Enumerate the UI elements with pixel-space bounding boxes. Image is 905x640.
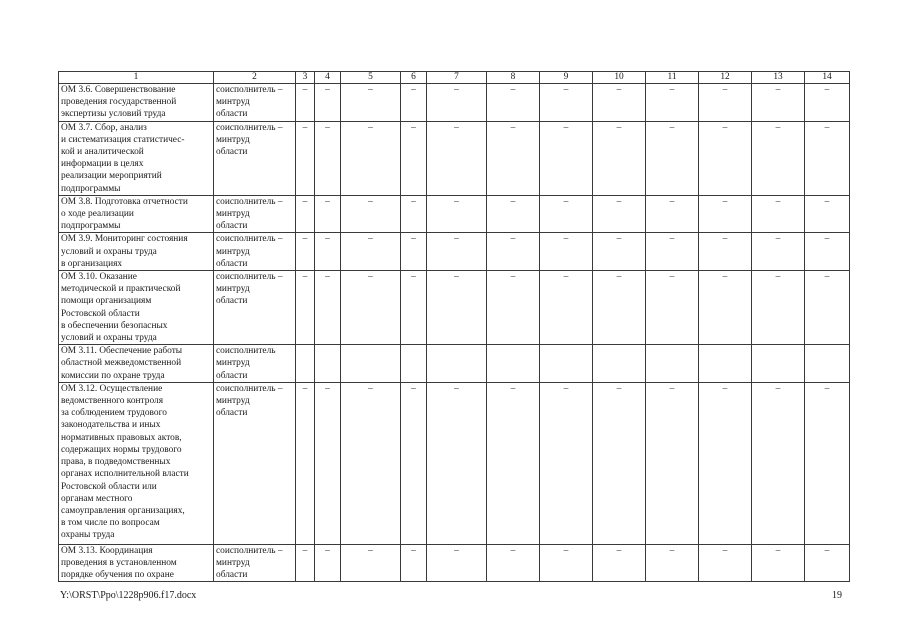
- measure-name-cell: ОМ 3.13. Координация проведения в установленном порядке обучения по охране: [59, 544, 214, 582]
- value-cell: –: [315, 195, 341, 233]
- table-row: [59, 84, 850, 122]
- value-cell: –: [401, 271, 427, 345]
- value-cell: –: [487, 382, 540, 544]
- value-cell: [427, 345, 487, 383]
- value-cell: –: [646, 233, 699, 271]
- value-cell: –: [315, 233, 341, 271]
- value-cell: –: [646, 271, 699, 345]
- measure-name-cell: ОМ 3.8. Подготовка отчетности о ходе реализации подпрограммы: [59, 195, 214, 233]
- measure-name-cell: ОМ 3.7. Сбор, анализ и систематизация статистичес- кой и аналитической информации в целях реализации мероприятий подпрограммы: [59, 121, 214, 195]
- value-cell: –: [699, 84, 752, 122]
- value-cell: –: [296, 233, 315, 271]
- value-cell: –: [296, 271, 315, 345]
- file-path: Y:\ORST\Ppo\1228p906.f17.docx: [60, 590, 197, 601]
- measure-name-cell: ОМ 3.6. Совершенствование проведения государственной экспертизы условий труда: [59, 84, 214, 122]
- value-cell: –: [427, 271, 487, 345]
- value-cell: –: [540, 233, 593, 271]
- table-row: [59, 271, 850, 345]
- executor-cell: соисполнитель минтруд области: [214, 345, 296, 383]
- value-cell: –: [805, 195, 850, 233]
- value-cell: –: [296, 544, 315, 582]
- value-cell: –: [540, 84, 593, 122]
- header-cell: 4: [315, 72, 341, 84]
- value-cell: –: [646, 121, 699, 195]
- value-cell: –: [593, 121, 646, 195]
- value-cell: –: [341, 84, 401, 122]
- value-cell: –: [315, 271, 341, 345]
- value-cell: –: [427, 84, 487, 122]
- header-cell: 2: [214, 72, 296, 84]
- value-cell: –: [296, 195, 315, 233]
- value-cell: –: [315, 544, 341, 582]
- value-cell: –: [341, 382, 401, 544]
- value-cell: [805, 345, 850, 383]
- value-cell: –: [805, 233, 850, 271]
- value-cell: [646, 345, 699, 383]
- executor-cell: соисполнитель – минтруд области: [214, 84, 296, 122]
- value-cell: –: [487, 233, 540, 271]
- value-cell: –: [805, 544, 850, 582]
- value-cell: –: [401, 233, 427, 271]
- value-cell: –: [593, 84, 646, 122]
- header-cell: 3: [296, 72, 315, 84]
- value-cell: –: [593, 544, 646, 582]
- executor-cell: соисполнитель – минтруд области: [214, 195, 296, 233]
- value-cell: –: [401, 382, 427, 544]
- value-cell: –: [487, 84, 540, 122]
- value-cell: [593, 345, 646, 383]
- measure-name-cell: ОМ 3.12. Осуществление ведомственного контроля за соблюдением трудового законодательства и иных нормативных правовых актов, содержащих нормы трудового права, в подведомственных органах исполнительной власти Ростовской области или органам местного самоуправления организациях, в том числе по вопросам охраны труда: [59, 382, 214, 544]
- header-cell: 12: [699, 72, 752, 84]
- value-cell: –: [341, 544, 401, 582]
- executor-cell: соисполнитель – минтруд области: [214, 544, 296, 582]
- value-cell: –: [296, 121, 315, 195]
- value-cell: –: [401, 195, 427, 233]
- measure-name-cell: ОМ 3.11. Обеспечение работы областной межведомственной комиссии по охране труда: [59, 345, 214, 383]
- value-cell: [540, 345, 593, 383]
- value-cell: –: [540, 544, 593, 582]
- value-cell: –: [540, 382, 593, 544]
- value-cell: –: [296, 382, 315, 544]
- value-cell: –: [752, 544, 805, 582]
- value-cell: –: [752, 233, 805, 271]
- value-cell: –: [699, 544, 752, 582]
- value-cell: –: [805, 271, 850, 345]
- header-cell: 8: [487, 72, 540, 84]
- table-row: [59, 233, 850, 271]
- value-cell: [752, 345, 805, 383]
- value-cell: –: [315, 84, 341, 122]
- header-cell: 5: [341, 72, 401, 84]
- measure-name-cell: ОМ 3.9. Мониторинг состояния условий и охраны труда в организациях: [59, 233, 214, 271]
- table-row: [59, 544, 850, 582]
- value-cell: –: [646, 382, 699, 544]
- value-cell: –: [593, 271, 646, 345]
- header-cell: 11: [646, 72, 699, 84]
- value-cell: –: [296, 84, 315, 122]
- header-cell: 1: [59, 72, 214, 84]
- value-cell: [401, 345, 427, 383]
- value-cell: –: [540, 271, 593, 345]
- value-cell: –: [341, 233, 401, 271]
- value-cell: –: [752, 271, 805, 345]
- value-cell: –: [487, 121, 540, 195]
- value-cell: –: [401, 84, 427, 122]
- program-table: [58, 71, 850, 582]
- header-cell: 13: [752, 72, 805, 84]
- value-cell: [296, 345, 315, 383]
- value-cell: –: [487, 271, 540, 345]
- value-cell: –: [593, 195, 646, 233]
- value-cell: –: [341, 271, 401, 345]
- value-cell: –: [341, 195, 401, 233]
- value-cell: –: [646, 84, 699, 122]
- value-cell: –: [805, 121, 850, 195]
- header-cell: 9: [540, 72, 593, 84]
- value-cell: –: [540, 195, 593, 233]
- executor-cell: соисполнитель – минтруд области: [214, 233, 296, 271]
- value-cell: –: [805, 382, 850, 544]
- value-cell: –: [315, 382, 341, 544]
- value-cell: –: [699, 195, 752, 233]
- value-cell: –: [752, 84, 805, 122]
- table-row: [59, 345, 850, 383]
- value-cell: –: [805, 84, 850, 122]
- header-cell: 10: [593, 72, 646, 84]
- value-cell: –: [487, 195, 540, 233]
- header-row: [59, 72, 850, 84]
- executor-cell: соисполнитель – минтруд области: [214, 121, 296, 195]
- value-cell: [487, 345, 540, 383]
- value-cell: –: [401, 544, 427, 582]
- value-cell: –: [341, 121, 401, 195]
- value-cell: –: [315, 121, 341, 195]
- page-number: 19: [832, 590, 842, 601]
- value-cell: –: [699, 121, 752, 195]
- header-cell: 14: [805, 72, 850, 84]
- value-cell: –: [427, 195, 487, 233]
- executor-cell: соисполнитель – минтруд области: [214, 382, 296, 544]
- value-cell: –: [646, 544, 699, 582]
- measure-name-cell: ОМ 3.10. Оказание методической и практической помощи организациям Ростовской области в обеспечении безопасных условий и охраны труда: [59, 271, 214, 345]
- value-cell: –: [752, 382, 805, 544]
- value-cell: –: [593, 233, 646, 271]
- value-cell: [699, 345, 752, 383]
- value-cell: –: [699, 382, 752, 544]
- table-row: [59, 121, 850, 195]
- value-cell: [341, 345, 401, 383]
- table-row: [59, 195, 850, 233]
- value-cell: –: [427, 382, 487, 544]
- value-cell: –: [593, 382, 646, 544]
- value-cell: –: [427, 121, 487, 195]
- value-cell: –: [752, 195, 805, 233]
- value-cell: [315, 345, 341, 383]
- header-cell: 6: [401, 72, 427, 84]
- value-cell: –: [646, 195, 699, 233]
- value-cell: –: [752, 121, 805, 195]
- value-cell: –: [401, 121, 427, 195]
- value-cell: –: [427, 544, 487, 582]
- value-cell: –: [427, 233, 487, 271]
- table-row: [59, 382, 850, 544]
- value-cell: –: [699, 271, 752, 345]
- value-cell: –: [487, 544, 540, 582]
- value-cell: –: [540, 121, 593, 195]
- value-cell: –: [699, 233, 752, 271]
- executor-cell: соисполнитель – минтруд области: [214, 271, 296, 345]
- header-cell: 7: [427, 72, 487, 84]
